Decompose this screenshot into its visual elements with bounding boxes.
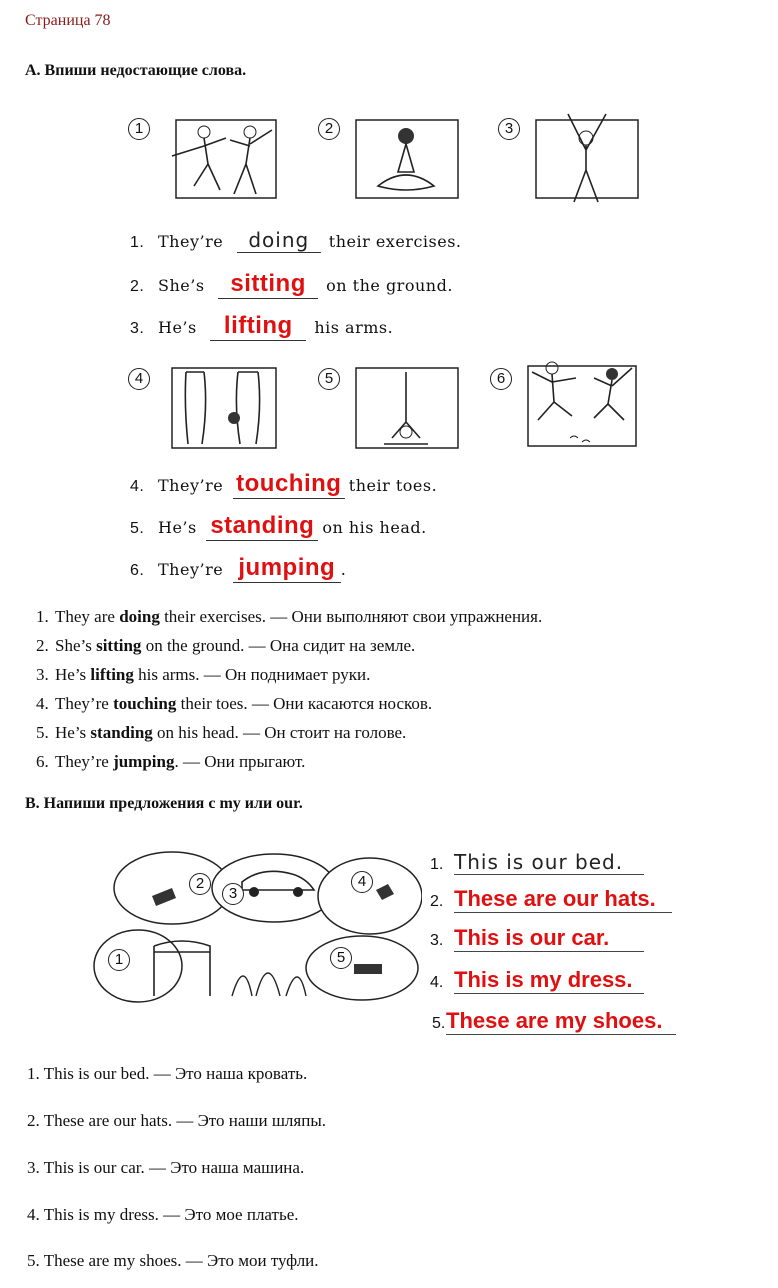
answer-red: sitting <box>230 270 306 297</box>
answer-red: This is our car. <box>454 925 610 950</box>
picture-number: 4 <box>128 368 150 390</box>
translation-b-1: 1. This is our bed. — Это наша кровать. <box>27 1064 308 1083</box>
picture-number: 6 <box>490 368 512 390</box>
line-number: 5. <box>432 1015 446 1032</box>
answer-blank <box>454 925 644 952</box>
line-number: 2. <box>130 278 145 295</box>
line-end: his arms. <box>314 318 394 337</box>
boy-lifting-arms-illustration <box>534 108 642 204</box>
exercise-a-line-4 <box>130 470 437 499</box>
exercise-a-line-2 <box>130 270 453 299</box>
translation-b-2: 2. These are our hats. — Это наши шляпы. <box>27 1111 327 1130</box>
thought-clouds-illustration <box>92 846 422 1010</box>
answer-blank <box>454 967 644 994</box>
line-start: They’re <box>158 232 224 251</box>
exercise-a-line-1 <box>130 228 462 253</box>
answer-red: These are our hats. <box>454 886 656 911</box>
cloud-number: 3 <box>222 883 244 905</box>
exercise-b-line-5 <box>432 1008 676 1035</box>
answer-red: jumping <box>238 554 336 581</box>
answer-handwritten: doing <box>248 228 310 252</box>
answer-blank <box>206 512 318 541</box>
cloud-number: 2 <box>189 873 211 895</box>
answer-blank <box>233 470 345 499</box>
line-number: 3. <box>130 320 145 337</box>
line-end: . <box>340 560 347 579</box>
exercise-a-line-5 <box>130 512 427 541</box>
exercise-b-line-2 <box>430 886 672 913</box>
answer-blank <box>454 886 672 913</box>
line-end: on the ground. <box>326 276 453 295</box>
headstand-illustration <box>354 366 462 452</box>
section-b-title: B. Напиши предложения с my или our. <box>25 795 303 812</box>
answer-red: This is my dress. <box>454 967 633 992</box>
picture-number: 1 <box>128 118 150 140</box>
translation-b-3: 3. This is our car. — Это наша машина. <box>27 1158 305 1177</box>
answer-blank <box>454 850 644 875</box>
answer-handwritten: This is our bed. <box>454 850 624 874</box>
answer-blank <box>446 1008 676 1035</box>
exercise-b-line-4 <box>430 967 644 994</box>
line-number: 3. <box>430 932 444 949</box>
translation-a-6: 6. They’re jumping. — Они прыгают. <box>36 752 306 771</box>
touching-toes-illustration <box>164 366 280 452</box>
sitting-girl-illustration <box>354 116 462 202</box>
exercise-a-line-3 <box>130 312 393 341</box>
translation-a-3: 3. He’s lifting his arms. — Он поднимает руки. <box>36 665 371 684</box>
line-number: 1. <box>430 856 444 873</box>
section-a-title: A. Впиши недостающие слова. <box>25 62 247 79</box>
cloud-number: 1 <box>108 949 130 971</box>
translation-a-5: 5. He’s standing on his head. — Он стоит на голове. <box>36 723 407 742</box>
picture-number: 2 <box>318 118 340 140</box>
picture-number: 3 <box>498 118 520 140</box>
exercise-b-line-1 <box>430 850 644 875</box>
line-start: They’re <box>158 476 224 495</box>
line-number: 2. <box>430 893 444 910</box>
line-number: 5. <box>130 520 145 537</box>
line-number: 4. <box>430 974 444 991</box>
translation-b-5: 5. These are my shoes. — Это мои туфли. <box>27 1251 319 1270</box>
line-number: 1. <box>130 234 145 251</box>
answer-blank <box>237 228 321 253</box>
translation-a-4: 4. They’re touching their toes. — Они касаются носков. <box>36 694 433 713</box>
answer-red: touching <box>236 470 342 497</box>
translation-a-1: 1. They are doing their exercises. — Они выполняют свои упражнения. <box>36 607 543 626</box>
cloud-number: 4 <box>351 871 373 893</box>
line-end: on his head. <box>322 518 427 537</box>
line-number: 4. <box>130 478 145 495</box>
answer-blank <box>218 270 318 299</box>
cloud-number: 5 <box>330 947 352 969</box>
exercise-a-line-6 <box>130 554 346 583</box>
answer-blank <box>233 554 341 583</box>
answer-red: standing <box>210 512 315 539</box>
translation-a-2: 2. She’s sitting on the ground. — Она сидит на земле. <box>36 636 416 655</box>
answer-red: These are my shoes. <box>446 1008 663 1033</box>
page-number-label: Страница 78 <box>25 12 111 29</box>
line-end: their exercises. <box>328 232 462 251</box>
exercising-people-illustration <box>164 116 280 202</box>
translation-b-4: 4. This is my dress. — Это мое платье. <box>27 1205 299 1224</box>
exercise-b-line-3 <box>430 925 644 952</box>
jumping-people-illustration <box>524 358 642 452</box>
line-number: 6. <box>130 562 145 579</box>
line-end: their toes. <box>348 476 438 495</box>
picture-number: 5 <box>318 368 340 390</box>
line-start: He’s <box>158 318 197 337</box>
answer-red: lifting <box>223 312 293 339</box>
line-start: He’s <box>158 518 197 537</box>
line-start: They’re <box>158 560 224 579</box>
answer-blank <box>210 312 306 341</box>
line-start: She’s <box>158 276 205 295</box>
